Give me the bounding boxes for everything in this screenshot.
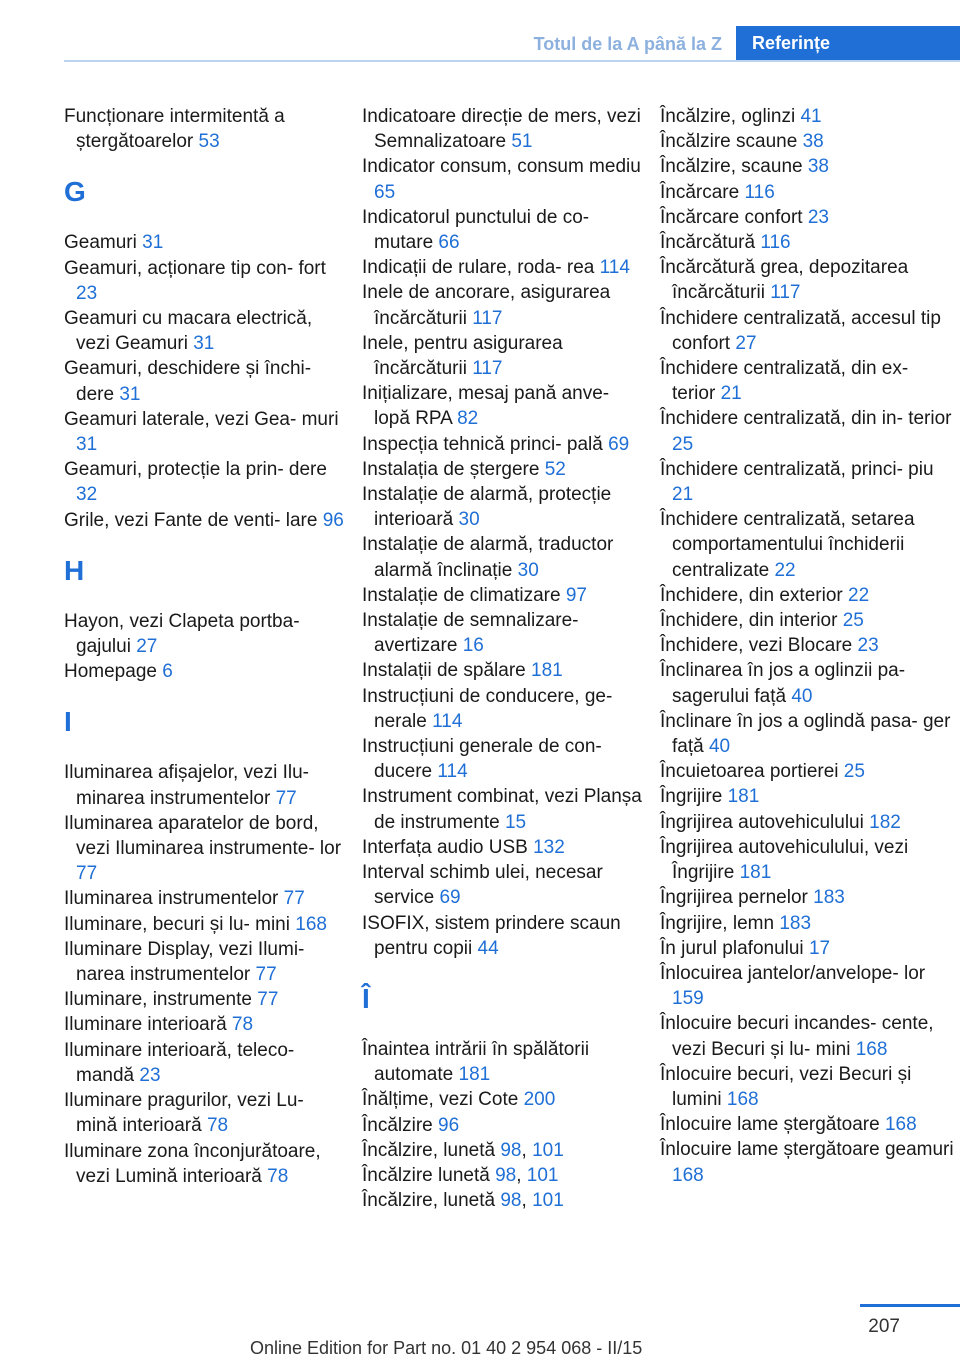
index-entry-term: Încărcătură xyxy=(660,232,756,254)
index-entry xyxy=(660,154,956,179)
index-column-2 xyxy=(362,104,644,1213)
index-entry-term: Geamuri, deschidere și închi‐ dere xyxy=(64,358,312,405)
page-reference-link[interactable]: 25 xyxy=(843,761,865,783)
index-entry-term: Instalație de alarmă, protecție interioară xyxy=(362,484,612,531)
index-entry xyxy=(64,937,346,987)
index-entry xyxy=(64,760,346,810)
index-entry xyxy=(660,1112,956,1137)
index-entry-term: Instrucțiuni de conducere, ge‐ nerale xyxy=(362,685,613,732)
index-entry xyxy=(660,911,956,936)
page-reference-link[interactable]: 168 xyxy=(884,1114,917,1136)
page-reference-link[interactable]: 30 xyxy=(517,559,539,581)
index-entry xyxy=(64,659,346,684)
page-reference-link[interactable]: 31 xyxy=(76,434,98,456)
page-reference-link[interactable]: 181 xyxy=(458,1064,491,1086)
index-entry xyxy=(660,961,956,1011)
index-entry-term: ISOFIX, sistem prindere scaun pentru copii xyxy=(362,912,621,959)
index-entry-term: Încălzire scaune xyxy=(660,131,798,153)
index-entry-term: Iluminare interioară, teleco‐ mandă xyxy=(64,1039,295,1086)
page-separator: , xyxy=(521,1139,527,1161)
header-rule xyxy=(64,60,960,62)
edition-text: Online Edition for Part no. 01 40 2 954 068 - II/15 xyxy=(250,1338,643,1358)
page-reference-link[interactable]: 96 xyxy=(438,1114,460,1136)
index-entry-term: Încălzire, oglinzi xyxy=(660,106,796,127)
footer-rule xyxy=(860,1304,960,1307)
index-entry-term: Încuietoarea portierei xyxy=(660,761,839,783)
index-entry-term: Instrument combinat, vezi Planșa de instrumente xyxy=(362,786,642,833)
page-reference-link[interactable]: 159 xyxy=(672,988,704,1010)
index-entry-term: Închidere, din exterior xyxy=(660,584,843,606)
index-entry xyxy=(362,784,644,834)
index-entry-term: Grile, vezi Fante de venti‐ lare xyxy=(64,509,318,531)
index-entry xyxy=(64,912,346,937)
index-entry-term: Încălzire xyxy=(362,1114,433,1136)
index-entry-term: Încărcătură grea, depozitarea încărcăturii xyxy=(660,257,909,304)
page-separator: , xyxy=(521,1190,527,1212)
index-entry-term: Geamuri laterale, vezi Gea‐ muri xyxy=(64,408,339,430)
index-entry-term: Inele de ancorare, asigurarea încărcăturii xyxy=(362,282,611,329)
index-entry xyxy=(64,1139,346,1189)
page-reference-link[interactable]: 23 xyxy=(857,635,879,657)
index-entry-term: Închidere centralizată, setarea comportamentului închiderii centralizate xyxy=(660,509,915,581)
page-reference-link[interactable]: 98 xyxy=(500,1190,522,1212)
page-reference-link[interactable]: 77 xyxy=(257,989,279,1011)
page-reference-link[interactable]: 66 xyxy=(438,232,460,254)
page-reference-link[interactable]: 116 xyxy=(744,181,775,203)
index-entry-term: Inspecția tehnică princi‐ pală xyxy=(362,433,603,455)
page-reference-link[interactable]: 77 xyxy=(255,964,277,986)
page-reference-link[interactable]: 132 xyxy=(533,836,565,858)
index-entry-term: Indicatoare direcție de mers, vezi Semnalizatoare xyxy=(362,106,641,153)
index-entry xyxy=(660,457,956,507)
page-reference-link[interactable]: 51 xyxy=(511,131,533,153)
index-entry-term: Homepage xyxy=(64,661,157,683)
index-entry xyxy=(362,432,644,457)
page-separator: , xyxy=(516,1164,522,1186)
index-entry-term: Funcționare intermitentă a ștergătoarelor xyxy=(64,106,285,153)
index-entry-term: Închidere centralizată, din in‐ terior xyxy=(660,408,952,430)
index-entry-term: Înaintea intrării în spălătorii automate xyxy=(362,1038,590,1086)
index-entry xyxy=(64,609,346,659)
index-entry xyxy=(660,936,956,961)
index-entry-term: Iluminarea aparatelor de bord, vezi Iluminarea instrumente‐ lor xyxy=(64,812,342,860)
page-reference-link[interactable]: 27 xyxy=(735,332,757,354)
index-entry-term: Înclinarea în jos a oglinzii pa‐ sagerului față xyxy=(660,660,906,707)
page-reference-link[interactable]: 117 xyxy=(472,307,503,329)
page-reference-link[interactable]: 117 xyxy=(472,358,503,380)
index-entry-term: Închidere, vezi Blocare xyxy=(660,635,853,657)
index-entry-term: Închidere centralizată, din ex‐ terior xyxy=(660,358,909,405)
index-entry-term: Închidere, din interior xyxy=(660,610,838,632)
index-entry xyxy=(362,457,644,482)
index-entry xyxy=(64,811,346,887)
index-column-1 xyxy=(64,104,346,1189)
page-reference-link[interactable]: 168 xyxy=(295,913,327,935)
index-entry xyxy=(660,306,956,356)
page-reference-link[interactable]: 40 xyxy=(791,685,813,707)
page-reference-link[interactable]: 16 xyxy=(462,635,484,657)
page-reference-link[interactable]: 114 xyxy=(437,761,468,783)
index-entry xyxy=(660,709,956,759)
index-entry-term: Încălzire, lunetă xyxy=(362,1190,496,1212)
page-reference-link[interactable]: 183 xyxy=(813,887,845,909)
index-entry xyxy=(362,734,644,784)
index-entry-term: Încărcare xyxy=(660,181,740,203)
index-entry xyxy=(660,835,956,885)
page-reference-link[interactable]: 101 xyxy=(532,1190,564,1212)
page-reference-link[interactable]: 38 xyxy=(807,156,829,178)
index-entry xyxy=(362,532,644,582)
index-entry-term: Înlocuire lame ștergătoare xyxy=(660,1114,880,1136)
index-entry xyxy=(64,1012,346,1037)
page-reference-link[interactable]: 27 xyxy=(136,636,158,658)
index-entry xyxy=(660,230,956,255)
index-entry-term: Încărcare confort xyxy=(660,206,803,228)
page-reference-link[interactable]: 168 xyxy=(672,1164,704,1186)
header-tab: Referințe xyxy=(736,26,960,60)
page-reference-link[interactable]: 31 xyxy=(193,333,215,355)
page-reference-link[interactable]: 181 xyxy=(739,862,772,884)
index-entry xyxy=(362,381,644,431)
index-entry-term: Iluminarea afișajelor, vezi Ilu‐ minarea instrumentelor xyxy=(64,762,309,809)
page-reference-link[interactable]: 98 xyxy=(495,1164,517,1186)
index-entry-term: Înlocuire lame ștergătoare geamuri xyxy=(660,1139,954,1161)
index-entry-term: Înălțime, vezi Cote xyxy=(362,1089,519,1111)
index-entry-term: Înclinare în jos a oglindă pasa‐ ger față xyxy=(660,710,951,758)
page-reference-link[interactable]: 53 xyxy=(198,131,220,153)
page-reference-link[interactable]: 200 xyxy=(523,1089,556,1111)
index-column-3 xyxy=(660,104,956,1188)
page-reference-link[interactable]: 22 xyxy=(774,559,796,581)
index-entry xyxy=(362,1163,644,1188)
index-entry xyxy=(660,608,956,633)
index-entry xyxy=(660,583,956,608)
page-reference-link[interactable]: 41 xyxy=(800,106,822,127)
index-entry-term: Geamuri, protecție la prin‐ dere xyxy=(64,459,327,481)
page-reference-link[interactable]: 114 xyxy=(599,257,630,279)
index-entry xyxy=(660,507,956,583)
index-entry-term: Închidere centralizată, accesul tip confort xyxy=(660,307,941,354)
index-entry xyxy=(660,205,956,230)
index-entry xyxy=(362,1087,644,1112)
page-reference-link[interactable]: 23 xyxy=(807,206,829,228)
page-reference-link[interactable]: 38 xyxy=(802,131,824,153)
index-entry-term: Îngrijire xyxy=(660,786,723,808)
page-reference-link[interactable]: 69 xyxy=(608,433,630,455)
page-reference-link[interactable]: 78 xyxy=(206,1115,229,1137)
page-header xyxy=(0,0,960,64)
index-entry xyxy=(64,256,346,306)
index-entry-term: Instalația de ștergere xyxy=(362,458,540,480)
index-entry-term: Instalație de alarmă, traductor alarmă înclinație xyxy=(362,534,614,581)
page-reference-link[interactable]: 181 xyxy=(727,786,760,808)
index-entry-term: Iluminare interioară xyxy=(64,1014,227,1036)
page-reference-link[interactable]: 52 xyxy=(544,458,566,480)
index-section-letter: Î xyxy=(362,982,370,1014)
index-entry-term: Îngrijirea autovehiculului xyxy=(660,811,864,833)
index-entry-term: Iluminarea instrumentelor xyxy=(64,888,279,910)
index-entry xyxy=(660,658,956,708)
index-entry xyxy=(362,911,644,961)
index-section-letter: H xyxy=(64,554,85,586)
index-entry xyxy=(362,860,644,910)
page-number: 207 xyxy=(868,1316,900,1337)
index-entry xyxy=(660,784,956,809)
index-entry-term: Geamuri cu macara electrică, vezi Geamuri xyxy=(64,308,313,355)
index-entry-term: Inițializare, mesaj pană anve‐ lopă RPA xyxy=(362,383,610,430)
index-entry-term: Hayon, vezi Clapeta portba‐ gajului xyxy=(64,610,300,658)
page-reference-link[interactable]: 77 xyxy=(283,888,305,910)
index-entry-term: Îngrijire, lemn xyxy=(660,912,775,934)
index-entry xyxy=(362,684,644,734)
index-entry xyxy=(660,885,956,910)
page-reference-link[interactable]: 22 xyxy=(848,584,870,606)
index-entry xyxy=(362,835,644,860)
page-reference-link[interactable]: 25 xyxy=(842,610,864,632)
index-entry-term: Interfața audio USB xyxy=(362,836,528,858)
page-reference-link[interactable]: 69 xyxy=(439,887,461,909)
page-reference-link[interactable]: 17 xyxy=(808,937,831,959)
index-entry-term: Geamuri, acționare tip con‐ fort xyxy=(64,257,326,279)
page-reference-link[interactable]: 21 xyxy=(720,383,742,405)
index-entry xyxy=(64,1088,346,1138)
index-entry-term: Indicator consum, consum mediu xyxy=(362,156,641,178)
page-reference-link[interactable]: 25 xyxy=(672,433,694,455)
index-entry-term: Iluminare, instrumente xyxy=(64,989,252,1011)
index-entry xyxy=(362,1037,644,1087)
index-entry xyxy=(64,886,346,911)
index-entry xyxy=(660,406,956,456)
index-entry xyxy=(362,280,644,330)
index-entry xyxy=(64,407,346,457)
index-entry-term: Indicații de rulare, roda‐ rea xyxy=(362,257,595,279)
page-reference-link[interactable]: 82 xyxy=(457,408,479,430)
page-reference-link[interactable]: 32 xyxy=(76,484,98,506)
index-entry xyxy=(64,356,346,406)
page-reference-link[interactable]: 23 xyxy=(139,1064,161,1086)
index-entry xyxy=(362,1188,644,1213)
index-entry xyxy=(660,633,956,658)
index-entry-term: Înlocuire becuri, vezi Becuri și lumini xyxy=(660,1063,912,1110)
index-entry-term: Iluminare, becuri și lu‐ mini xyxy=(64,913,290,935)
index-entry xyxy=(64,1038,346,1088)
index-entry xyxy=(362,154,644,204)
page-reference-link[interactable]: 31 xyxy=(142,232,164,254)
index-entry-term: Înlocuirea jantelor/anvelope‐ lor xyxy=(660,962,926,984)
index-entry xyxy=(362,205,644,255)
page-reference-link[interactable]: 65 xyxy=(374,181,396,203)
page-reference-link[interactable]: 101 xyxy=(532,1139,564,1161)
page-reference-link[interactable]: 96 xyxy=(322,509,344,531)
index-entry xyxy=(660,180,956,205)
page-reference-link[interactable]: 77 xyxy=(76,863,98,885)
index-entry xyxy=(362,608,644,658)
index-entry xyxy=(362,658,644,683)
index-entry-term: Inele, pentru asigurarea încărcăturii xyxy=(362,332,563,380)
index-entry-term: În jurul plafonului xyxy=(660,937,804,959)
index-entry xyxy=(64,508,346,533)
page-reference-link[interactable]: 44 xyxy=(477,937,499,959)
index-entry-term: Interval schimb ulei, necesar service xyxy=(362,862,603,909)
page-reference-link[interactable]: 168 xyxy=(855,1038,888,1060)
index-entry-term: Încălzire, lunetă xyxy=(362,1139,496,1161)
index-entry xyxy=(660,104,956,129)
index-entry xyxy=(660,129,956,154)
page-reference-link[interactable]: 6 xyxy=(162,661,173,683)
page-reference-link[interactable]: 23 xyxy=(76,282,98,304)
page-reference-link[interactable]: 78 xyxy=(231,1014,254,1036)
index-entry-term: Geamuri xyxy=(64,232,137,254)
index-entry-term: Iluminare zona înconjurătoare, vezi Lumină interioară xyxy=(64,1140,321,1187)
index-entry-term: Îngrijirea pernelor xyxy=(660,887,808,909)
index-entry-term: Încălzire, scaune xyxy=(660,156,803,178)
index-entry-term: Indicatorul punctului de co‐ mutare xyxy=(362,206,590,254)
page-reference-link[interactable]: 78 xyxy=(267,1165,289,1187)
index-entry xyxy=(362,331,644,381)
index-section-letter: I xyxy=(64,706,72,738)
index-entry xyxy=(64,306,346,356)
index-entry-term: Iluminare Display, vezi Ilumi‐ narea instrumentelor xyxy=(64,938,305,986)
index-entry-term: Instrucțiuni generale de con‐ ducere xyxy=(362,736,602,783)
page-reference-link[interactable]: 15 xyxy=(504,811,527,833)
index-entry-term: Încălzire lunetă xyxy=(362,1164,490,1186)
index-entry xyxy=(362,1113,644,1138)
index-entry-term: Înlocuire becuri incandes‐ cente, vezi Becuri și lu‐ mini xyxy=(660,1013,934,1060)
page-reference-link[interactable]: 31 xyxy=(119,383,141,405)
page-reference-link[interactable]: 40 xyxy=(708,736,731,758)
index-entry xyxy=(64,104,346,154)
index-entry xyxy=(660,810,956,835)
index-entry-term: Instalație de climatizare xyxy=(362,584,561,606)
index-entry-term: Instalație de semnalizare- avertizare xyxy=(362,610,579,657)
index-entry xyxy=(362,482,644,532)
index-entry xyxy=(660,356,956,406)
index-entry-term: Îngrijirea autovehiculului, vezi Îngrijire xyxy=(660,836,909,884)
index-entry xyxy=(660,255,956,305)
page-reference-link[interactable]: 114 xyxy=(432,710,463,732)
index-entry xyxy=(362,583,644,608)
page-reference-link[interactable]: 116 xyxy=(760,232,791,254)
index-entry xyxy=(362,255,644,280)
header-section-title: Totul de la A până la Z xyxy=(533,34,722,54)
index-entry-term: Iluminare pragurilor, vezi Lu‐ mină interioară xyxy=(64,1090,304,1137)
index-entry-term: Închidere centralizată, princi‐ piu xyxy=(660,458,934,480)
page-reference-link[interactable]: 168 xyxy=(726,1088,759,1110)
index-entry xyxy=(64,457,346,507)
index-entry xyxy=(660,759,956,784)
page-reference-link[interactable]: 97 xyxy=(565,584,587,606)
page-reference-link[interactable]: 117 xyxy=(770,282,801,304)
page-reference-link[interactable]: 98 xyxy=(500,1139,522,1161)
index-entry xyxy=(660,1062,956,1112)
index-entry xyxy=(64,987,346,1012)
page-reference-link[interactable]: 21 xyxy=(672,484,694,506)
page-reference-link[interactable]: 183 xyxy=(779,912,812,934)
page-reference-link[interactable]: 182 xyxy=(869,811,901,833)
index-section-letter: G xyxy=(64,176,86,208)
index-entry xyxy=(660,1011,956,1061)
index-entry-term: Instalații de spălare xyxy=(362,660,526,682)
page-reference-link[interactable]: 181 xyxy=(531,660,563,682)
page-reference-link[interactable]: 30 xyxy=(458,509,480,531)
index-entry xyxy=(362,104,644,154)
index-entry xyxy=(660,1137,956,1187)
index-entry xyxy=(362,1138,644,1163)
page-reference-link[interactable]: 77 xyxy=(275,787,297,809)
page-reference-link[interactable]: 101 xyxy=(526,1164,559,1186)
index-entry xyxy=(64,230,346,255)
